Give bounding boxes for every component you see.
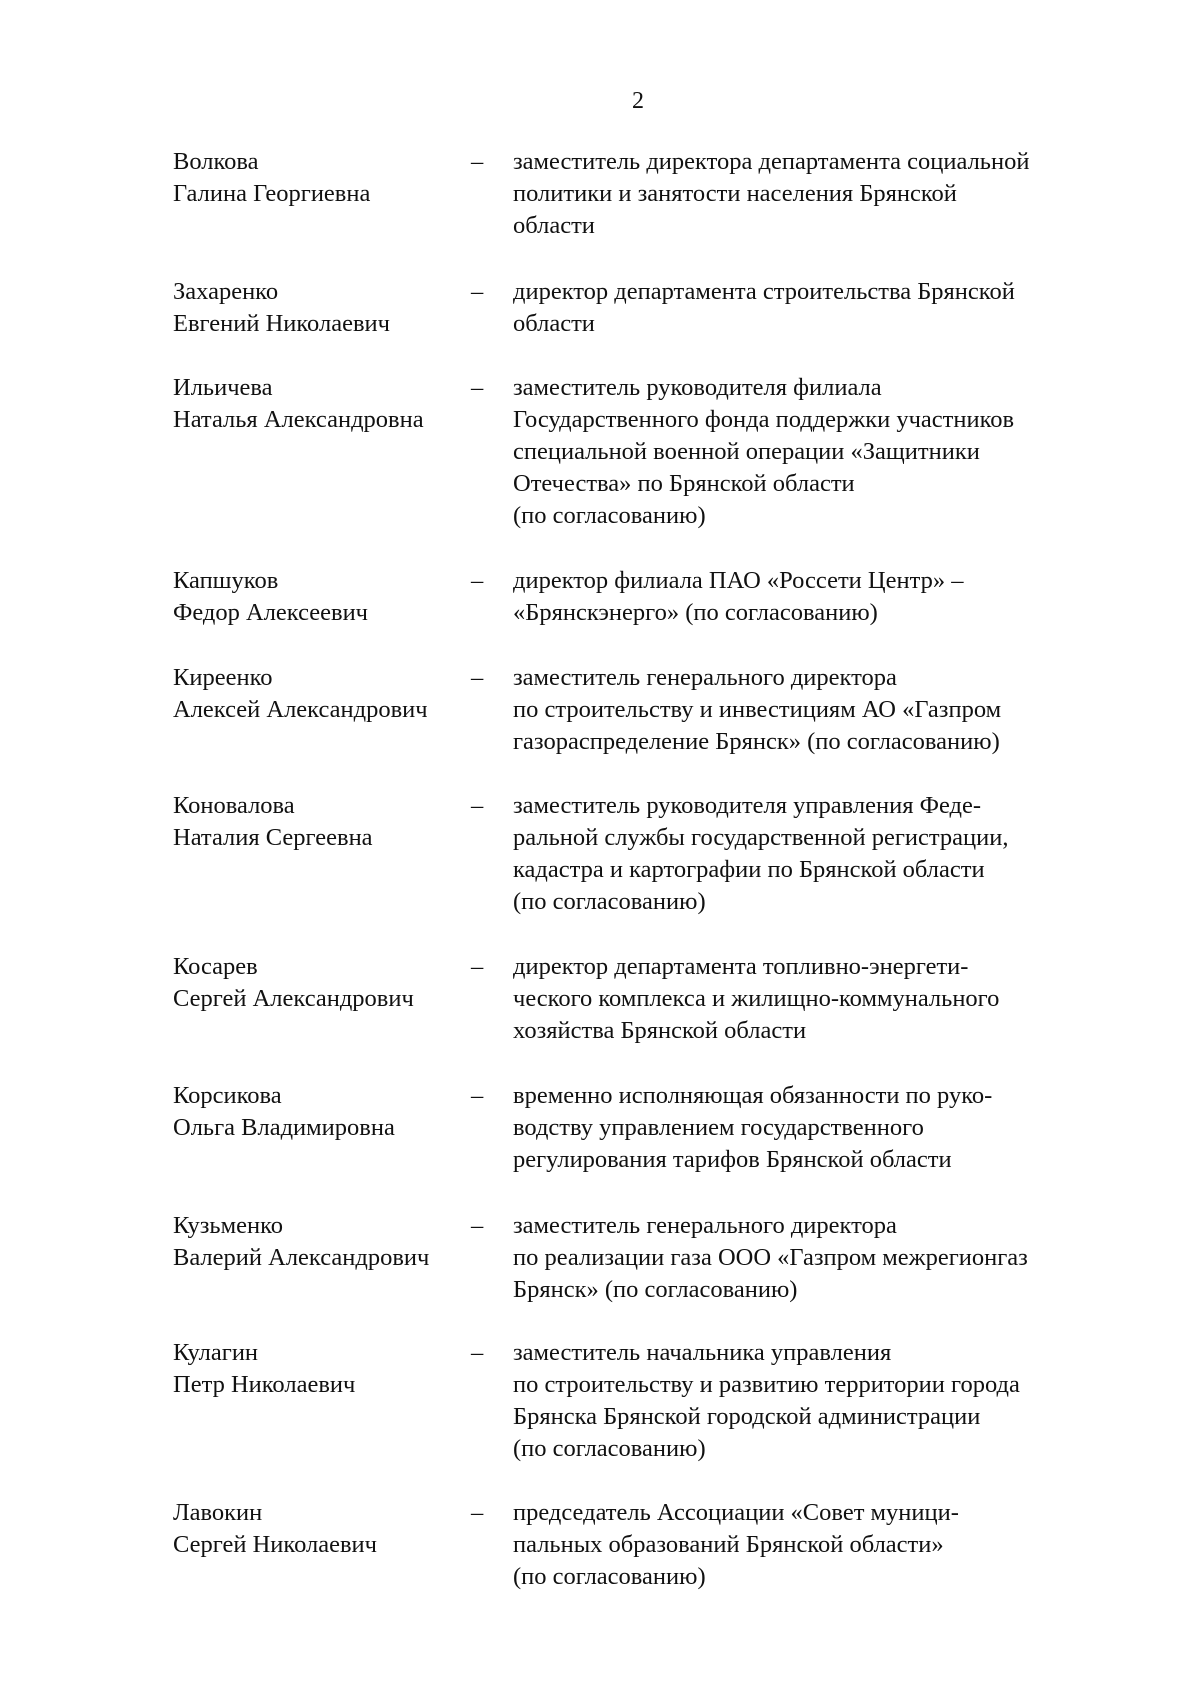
member-name [173,276,463,340]
role-line: по строительству и инвестициям АО «Газпром [513,696,1002,723]
member-name [173,1337,463,1401]
role-line: водству управлением государственного [513,1114,924,1141]
role-line: по строительству и развитию территории города [513,1371,1020,1398]
role-line: пальных образований Брянской области» [513,1531,944,1558]
member-given-names: Сергей Николаевич [173,1531,377,1558]
member-role [513,372,1133,532]
role-line: ческого комплекса и жилищно-коммунального [513,985,1000,1012]
member-role [513,951,1133,1047]
role-line: кадастра и картографии по Брянской области [513,856,985,883]
role-line: ральной службы государственной регистрации, [513,824,1009,851]
member-surname: Кузьменко [173,1212,283,1239]
role-line: «Брянскэнерго» (по согласованию) [513,599,878,626]
dash-separator: – [471,1212,484,1239]
role-line: (по согласованию) [513,1435,706,1462]
role-line: области [513,212,595,239]
role-line: заместитель руководителя филиала [513,374,882,401]
member-given-names: Валерий Александрович [173,1244,430,1271]
member-given-names: Галина Георгиевна [173,180,371,207]
dash-separator: – [471,1339,484,1366]
member-role [513,1210,1133,1306]
dash-separator: – [471,374,484,401]
dash-separator: – [471,664,484,691]
member-role [513,146,1133,242]
role-line: газораспределение Брянск» (по согласованию) [513,728,1000,755]
member-surname: Капшуков [173,567,279,594]
role-line: заместитель генерального директора [513,1212,897,1239]
member-role [513,662,1133,758]
role-line: заместитель генерального директора [513,664,897,691]
page-number: 2 [632,88,644,114]
member-role [513,790,1133,918]
role-line: заместитель начальника управления [513,1339,892,1366]
member-surname: Коновалова [173,792,295,819]
dash-separator: – [471,148,484,175]
member-role [513,1080,1133,1176]
dash-separator: – [471,1499,484,1526]
member-surname: Корсикова [173,1082,282,1109]
role-line: регулирования тарифов Брянской области [513,1146,952,1173]
member-given-names: Петр Николаевич [173,1371,356,1398]
dash-separator: – [471,567,484,594]
member-given-names: Федор Алексеевич [173,599,369,626]
member-role [513,565,1133,629]
member-given-names: Наталья Александровна [173,406,424,433]
dash-separator: – [471,278,484,305]
member-name [173,146,463,210]
dash-separator: – [471,1082,484,1109]
member-name [173,1497,463,1561]
member-name [173,951,463,1015]
role-line: заместитель руководителя управления Феде- [513,792,982,819]
member-given-names: Наталия Сергеевна [173,824,373,851]
member-surname: Киреенко [173,664,273,691]
member-given-names: Евгений Николаевич [173,310,390,337]
member-name [173,662,463,726]
member-name [173,1210,463,1274]
member-surname: Кулагин [173,1339,259,1366]
member-name [173,790,463,854]
member-role [513,276,1133,340]
member-name [173,1080,463,1144]
member-name [173,372,463,436]
dash-separator: – [471,953,484,980]
role-line: Государственного фонда поддержки участников [513,406,1015,433]
member-given-names: Ольга Владимировна [173,1114,395,1141]
role-line: Брянск» (по согласованию) [513,1276,798,1303]
role-line: Брянска Брянской городской администрации [513,1403,981,1430]
member-surname: Волкова [173,148,259,175]
role-line: (по согласованию) [513,502,706,529]
member-given-names: Сергей Александрович [173,985,414,1012]
member-role [513,1337,1133,1465]
role-line: директор департамента строительства Брянской [513,278,1015,305]
role-line: заместитель директора департамента социальной [513,148,1030,175]
role-line: хозяйства Брянской области [513,1017,807,1044]
role-line: (по согласованию) [513,888,706,915]
role-line: председатель Ассоциации «Совет муници- [513,1499,959,1526]
role-line: специальной военной операции «Защитники [513,438,980,465]
dash-separator: – [471,792,484,819]
role-line: области [513,310,595,337]
member-role [513,1497,1133,1593]
role-line: политики и занятости населения Брянской [513,180,957,207]
member-given-names: Алексей Александрович [173,696,428,723]
role-line: директор филиала ПАО «Россети Центр» – [513,567,964,594]
role-line: Отечества» по Брянской области [513,470,855,497]
member-surname: Ильичева [173,374,273,401]
role-line: директор департамента топливно-энергети- [513,953,969,980]
role-line: временно исполняющая обязанности по руко- [513,1082,993,1109]
role-line: (по согласованию) [513,1563,706,1590]
member-surname: Косарев [173,953,258,980]
member-surname: Захаренко [173,278,279,305]
role-line: по реализации газа ООО «Газпром межрегионгаз [513,1244,1028,1271]
member-name [173,565,463,629]
member-surname: Лавокин [173,1499,263,1526]
